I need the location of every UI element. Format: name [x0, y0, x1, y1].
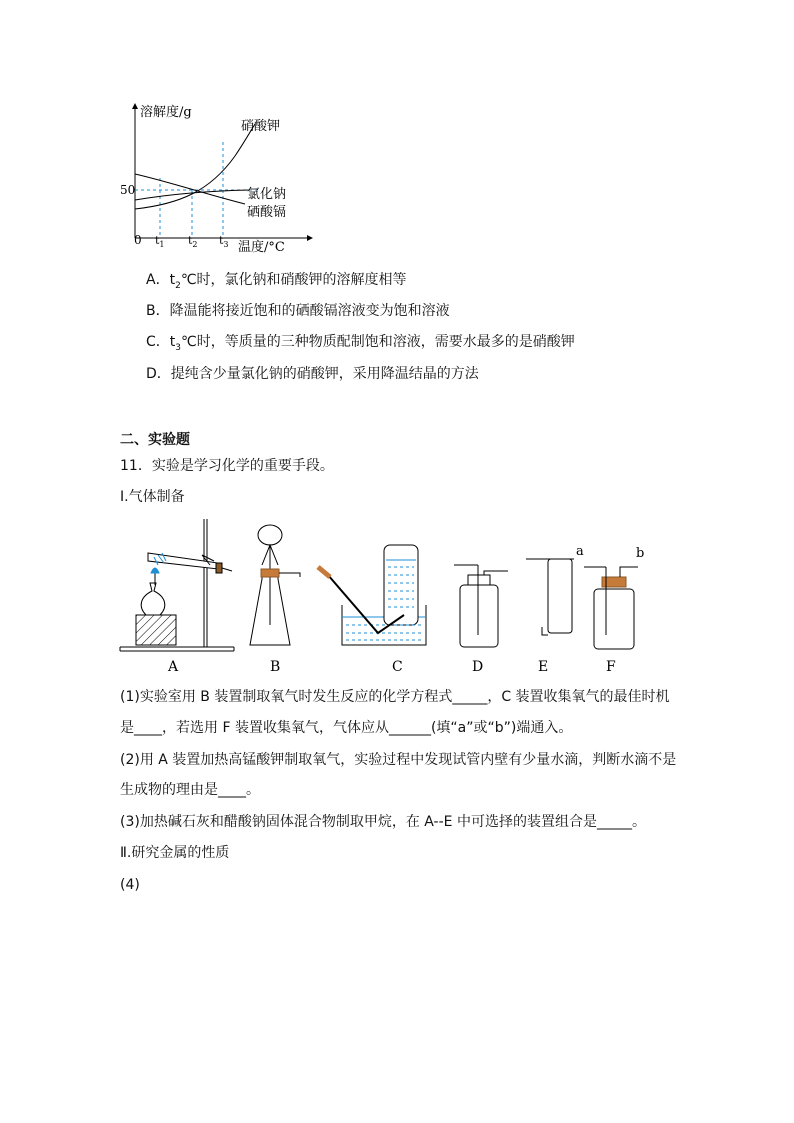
- option-b: [146, 302, 450, 320]
- apparatus-c: [318, 545, 426, 645]
- label-f: F: [606, 659, 616, 675]
- question-2-line-2: 生成物的理由是____。: [120, 782, 260, 798]
- question-1-line-1: (1)实验室用 B 装置制取氧气时发生反应的化学方程式_____，C 装置收集氧气的最佳时机: [120, 689, 670, 705]
- option-a: [146, 271, 407, 295]
- apparatus-e: [526, 559, 574, 635]
- tick-t3: $t_3$: [219, 234, 229, 249]
- section-title: 二、实验题: [120, 432, 190, 448]
- y-axis-label: 溶解度/g: [140, 105, 192, 120]
- option-sub: 2: [175, 280, 181, 291]
- apparatus-b: [250, 525, 300, 645]
- curve-cdseo4: [135, 174, 245, 204]
- question-2-line-1: (2)用 A 装置加热高锰酸钾制取氧气，实验过程中发现试管内壁有少量水滴，判断水滴不是: [120, 752, 677, 768]
- option-letter: D．: [146, 366, 171, 382]
- option-sub: 3: [175, 342, 182, 353]
- label-a: A: [168, 659, 179, 675]
- apparatus-f: [584, 567, 638, 649]
- curve-kno3: [135, 124, 255, 209]
- label-d: D: [472, 659, 484, 675]
- x-axis-label: 温度/°C: [238, 240, 285, 255]
- label-b: B: [270, 659, 281, 675]
- tick-t2: $t_2$: [188, 234, 198, 249]
- option-letter: A．: [146, 272, 170, 288]
- part-1-title: Ⅰ.气体制备: [120, 489, 185, 505]
- question-11: 11．实验是学习化学的重要手段。: [120, 458, 334, 474]
- option-letter: B．: [146, 303, 170, 319]
- origin-label: 0: [134, 233, 142, 247]
- option-text: 提纯含少量氯化钠的硝酸钾，采用降温结晶的方法: [170, 366, 479, 382]
- apparatus-figure: [118, 515, 645, 675]
- port-label-a: a: [576, 544, 584, 559]
- option-var: t: [169, 334, 176, 350]
- question-1-line-2: 是____，若选用 F 装置收集氧气，气体应从______(填“a”或“b”)端通入。: [120, 720, 573, 736]
- curve-label-nacl: 氯化钠: [247, 187, 287, 202]
- option-d: [146, 365, 479, 383]
- port-label-b: b: [636, 546, 645, 561]
- question-4: (4): [120, 877, 140, 893]
- solubility-graph: [110, 96, 310, 254]
- option-letter: C．: [146, 334, 170, 350]
- curve-label-cdseo4: 硒酸镉: [247, 205, 287, 220]
- option-c: [146, 333, 575, 357]
- part-2-title: Ⅱ.研究金属的性质: [120, 845, 230, 861]
- question-3: (3)加热碱石灰和醋酸钠固体混合物制取甲烷，在 A--E 中可选择的装置组合是_____。: [120, 814, 646, 830]
- option-text: 降温能将接近饱和的硒酸镉溶液变为饱和溶液: [169, 303, 450, 319]
- option-text: ℃时，等质量的三种物质配制饱和溶液，需要水最多的是硝酸钾: [181, 334, 575, 350]
- option-text: ℃时，氯化钠和硝酸钾的溶解度相等: [180, 272, 407, 288]
- apparatus-d: [454, 565, 508, 647]
- curve-label-kno3: 硝酸钾: [241, 119, 281, 134]
- option-var: t: [169, 272, 176, 288]
- label-e: E: [538, 659, 549, 675]
- label-c: C: [392, 659, 403, 675]
- tick-t1: $t_1$: [155, 234, 165, 249]
- y-tick-50: 50: [120, 183, 136, 197]
- apparatus-a: [120, 519, 234, 651]
